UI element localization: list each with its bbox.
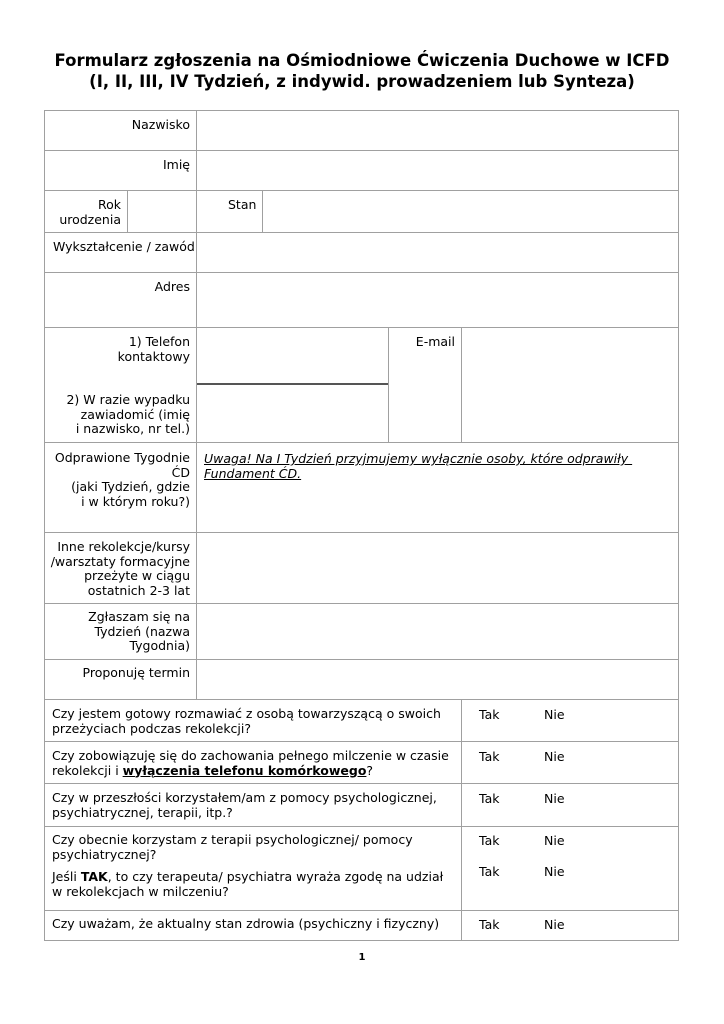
inne-rekolekcje-field[interactable] [197,533,678,603]
imie-label: Imię [162,157,190,172]
q2-nie-option[interactable]: Nie [544,749,565,764]
wypadek-label: 2) W razie wypadku zawiadomić (imię i nazwisko, nr tel.) [66,392,190,436]
telefon-label: 1) Telefon kontaktowy [117,334,190,364]
adres-label: Adres [154,279,190,294]
email-field[interactable] [462,328,678,442]
row-divider [44,699,679,700]
wypadek-field[interactable] [197,385,388,442]
rok-urodzenia-label: Rok urodzenia [59,197,121,227]
rok-urodzenia-field[interactable] [128,191,196,232]
column-divider-email-label [388,327,389,442]
nazwisko-label: Nazwisko [131,117,190,132]
termin-label: Proponuję termin [82,665,190,680]
q4b-tak-option[interactable]: Tak [479,864,500,879]
form-title-line-2: (I, II, III, IV Tydzień, z indywid. prowadzeniem lub Synteza) [89,72,635,91]
q5-tak-option[interactable]: Tak [479,917,500,932]
stan-label: Stan [228,197,257,212]
form-title [0,50,724,92]
q4-tak-option[interactable]: Tak [479,833,500,848]
q5-nie-option[interactable]: Nie [544,917,565,932]
table-border-left [44,110,45,941]
question-4: Czy obecnie korzystam z terapii psychologicznej/ pomocy psychiatrycznej? Jeśli TAK, to czy terapeuta/ psychiatra wyraża zgodę na udział w rekolekcjach w milczeniu? [52,832,444,899]
nazwisko-field[interactable] [197,111,678,150]
termin-field[interactable] [197,660,678,699]
odprawione-field[interactable] [197,485,678,532]
imie-field[interactable] [197,151,678,190]
adres-field[interactable] [197,273,678,327]
q2-tak-option[interactable]: Tak [479,749,500,764]
question-1: Czy jestem gotowy rozmawiać z osobą towarzyszącą o swoich przeżyciach podczas rekolekcji? [52,706,441,736]
row-divider [44,910,679,911]
inne-rekolekcje-label: Inne rekolekcje/kursy /warsztaty formacyjne przeżyte w ciągu ostatnich 2-3 lat [50,539,190,598]
wyksztalcenie-label: Wykształcenie / zawód [53,239,195,254]
row-divider [44,783,679,784]
page-number: 1 [358,952,366,963]
q4-nie-option[interactable]: Nie [544,833,565,848]
q3-nie-option[interactable]: Nie [544,791,565,806]
row-divider [44,826,679,827]
odprawione-note: Uwaga! Na I Tydzień przyjmujemy wyłącznie osoby, które odprawiły Fundament ĆD. [204,451,633,481]
row-divider [44,442,679,443]
row-divider [44,741,679,742]
table-border-right [678,110,679,941]
question-5: Czy uważam, że aktualny stan zdrowia (psychiczny i fizyczny) [52,916,440,931]
email-label: E-mail [415,334,455,349]
telefon-field[interactable] [197,328,388,383]
zglaszam-field[interactable] [197,604,678,659]
q1-tak-option[interactable]: Tak [479,707,500,722]
question-3: Czy w przeszłości korzystałem/am z pomocy psychologicznej, psychiatrycznej, terapii, itp.? [52,790,437,820]
table-border-bottom [44,940,679,941]
column-divider-answers [461,699,462,940]
form-title-line-1: Formularz zgłoszenia na Ośmiodniowe Ćwiczenia Duchowe w ICFD [54,51,670,70]
q1-nie-option[interactable]: Nie [544,707,565,722]
stan-field[interactable] [263,191,678,232]
wyksztalcenie-field[interactable] [197,233,678,272]
question-2: Czy zobowiązuję się do zachowania pełnego milczenie w czasie rekolekcji i wyłączenia telefonu komórkowego? [52,748,449,778]
q3-tak-option[interactable]: Tak [479,791,500,806]
zglaszam-label: Zgłaszam się na Tydzień (nazwa Tygodnia) [88,609,190,653]
odprawione-label: Odprawione Tygodnie ĆD (jaki Tydzień, gdzie i w którym roku?) [54,450,190,509]
q4b-nie-option[interactable]: Nie [544,864,565,879]
